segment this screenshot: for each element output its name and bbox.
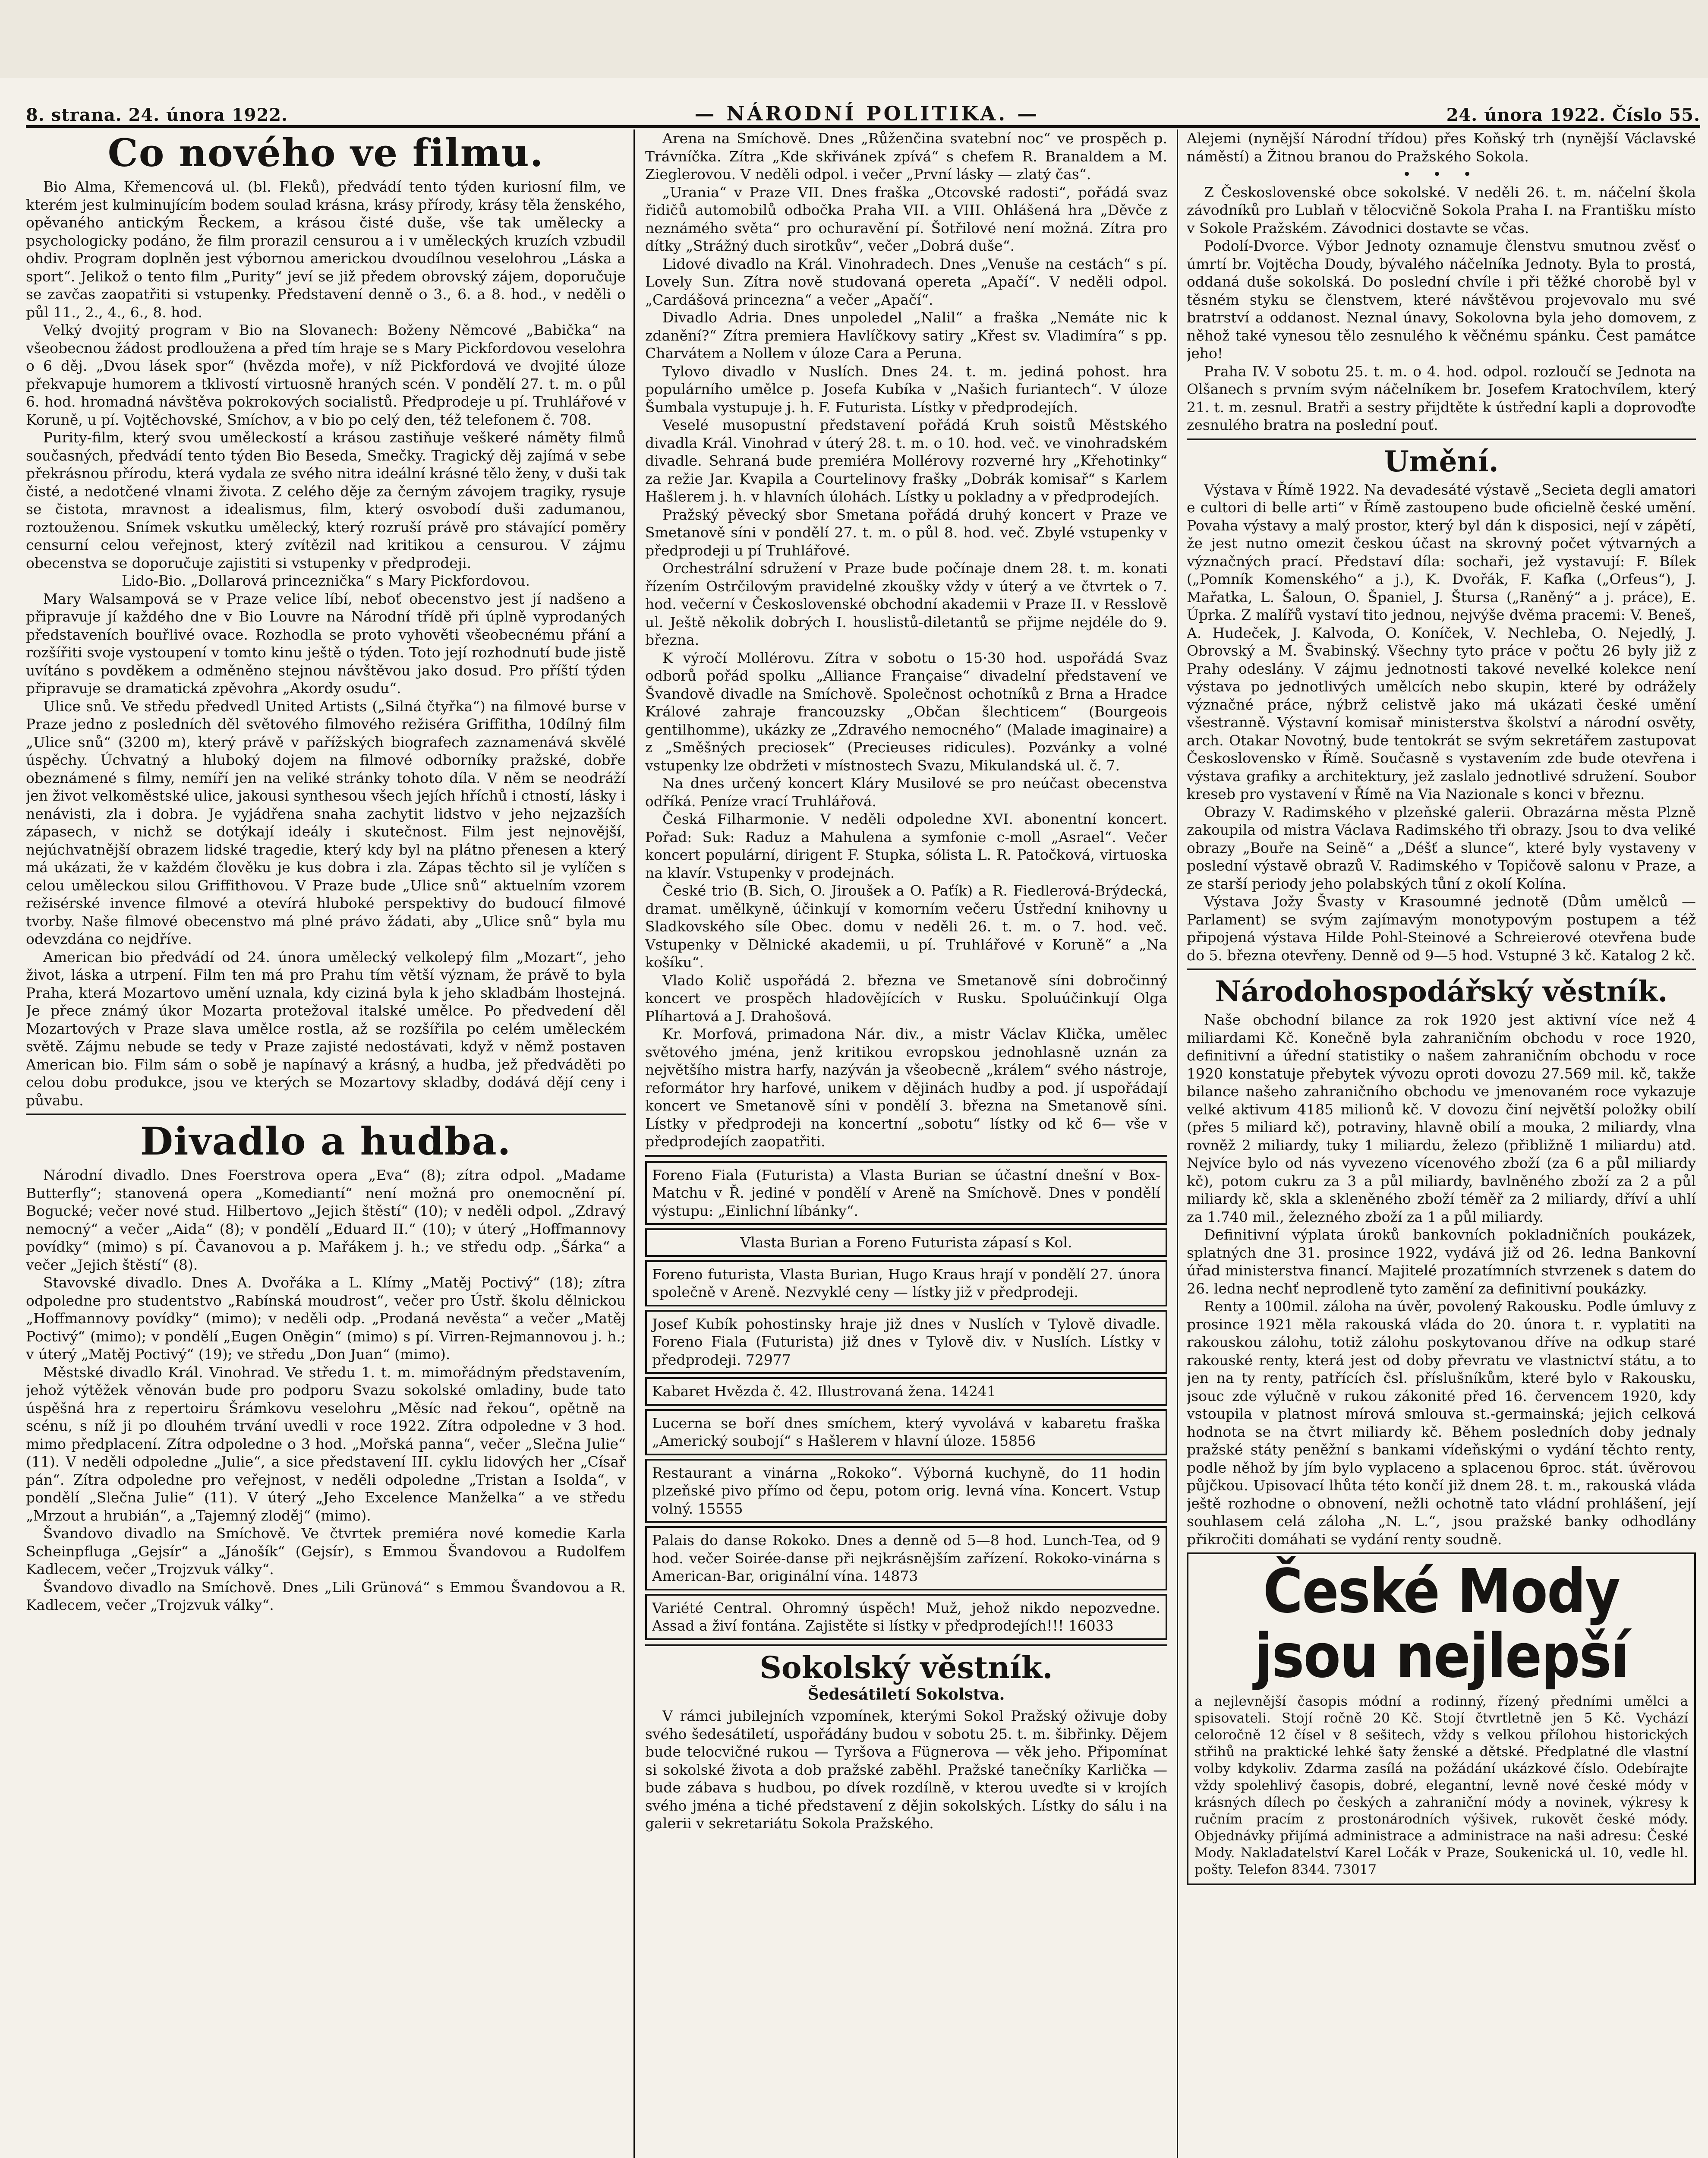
ad-text: Palais do danse Rokoko. Dnes a denně od 5—8 hod. Lunch-Tea, od 9 hod. večer Soirée-danse při nejkrásnějším zařízení. Rokoko-vinárna s American-Bar, originální vína. 14873: [652, 1532, 1160, 1584]
ad-text: a nejlevnější časopis módní a rodinný, řízený předními umělci a spisovateli. Stojí ročně 20 Kč. Stojí čtvrtletně jen 5 Kč. Vychází celoročně 12 čísel v 8 sešitech, vždy s velkou přílohou historických střihů na praktické lehké šaty ženské a dětské. Předplatné dle vlastní volby kdykoliv. Zdarma zasílá na požádání ukázkové číslo. Odebírajte vždy spolehlivý časopis, dobré, elegantní, levně nové české módy v krásných dílech po českých a zahraniční módy a novinek, výkresy k ručním pracím z prostonárodních výšivek, rukovět české módy. Objednávky přijímá administrace a administrace na naši adresu: České Mody. Nakladatelství Karel Ločák v Praze, Soukenická ul. 10, vedle hl. pošty. Telefon 8344. 73017: [1194, 1694, 1688, 1877]
article-paragraph: Bio Alma, Křemencová ul. (bl. Fleků), předvádí tento týden kuriosní film, ve kterém jest kulminujícím bodem soulad krásna, krásy přírody, krásy těla ženského, opěvaného antickým Řeckem, a krásou čisté duše, vše tak umělecky a psychologicky podáno, že film prorazil censurou a i v uměleckých kruzích vzbudil ohdiv. Program doplněn jest výbornou americkou dvoudílnou veselohrou „Láska a sport“. Jelikož o tento film „Purity“ jeví se již předem obrovský zájem, doporučuje se zavčas zaopatřiti si vstupenky. Představení denně o 3., 6. a 8. hod., v neděli o půl 11., 2., 4., 6., 8. hod.: [26, 178, 626, 321]
article-paragraph: Veselé musopustní představení pořádá Kruh soistů Městského divadla Král. Vinohrad v úterý 28. t. m. o 10. hod. več. ve vinohradském divadle. Sehraná bude premiéra Mollérovy rozverné hry „Křehotinky“ za režie Jar. Kvapila a Courtelinovy frašky „Dobrák komisař“ s Karlem Hašlerem j. h. v hlavních úlohách. Lístky u pokladny a v předprodejích.: [645, 416, 1167, 505]
section-title-theater: Divadlo a hudba.: [140, 1119, 512, 1164]
article-paragraph: Stavovské divadlo. Dnes A. Dvořáka a L. Klímy „Matěj Poctivý“ (18); zítra odpoledne pro studentstvo „Rabínská moudrost“, večer pro Ústř. školu dělnickou „Hoffmannovy povídky“ (mimo); v neděli odp. „Prodaná nevěsta“ a večer „Matěj Poctivý“ (mimo); v pondělí „Eugen Oněgin“ (mimo) s pí. Virren-Rejmannovou j. h.; v úterý „Matěj Poctivý“ (19); ve středu „Don Juan“ (mimo).: [26, 1274, 626, 1363]
ad-text: Kabaret Hvězda č. 42. Illustrovaná žena. 14241: [652, 1383, 996, 1400]
section-title-film: Co nového ve filmu.: [107, 130, 544, 175]
article-paragraph: Švandovo divadlo na Smíchově. Dnes „Lili Grünová“ s Emmou Švandovou a R. Kadlecem, večer „Trojzvuk války“.: [26, 1578, 626, 1613]
article-paragraph: Pražský pěvecký sbor Smetana pořádá druhý koncert v Praze ve Smetanově síni v pondělí 27. t. m. o půl 8. hod. več. Zbylé vstupenky v předprodeji u pí Truhlářové.: [645, 506, 1167, 559]
article-paragraph: Praha IV. V sobotu 25. t. m. o 4. hod. odpol. rozloučí se Jednota na Olšanech s prvním svým náčelníkem br. Josefem Kratochvílem, který 21. t. m. zesnul. Bratři a sestry přijdtěte k ústřední kapli a doprovoďte zesnulého bratra na poslední pouť.: [1187, 363, 1696, 433]
ad-text: Restaurant a vinárna „Rokoko“. Výborná kuchyně, do 11 hodin plzeňské pivo přímo od čepu, potom orig. levná vína. Koncert. Vstup volný. 15555: [652, 1464, 1160, 1517]
article-paragraph: Tylovo divadlo v Nuslích. Dnes 24. t. m. jediná pohost. hra populárního umělce p. Josefa Kubíka v „Našich furiantech“. V úloze Šumbala vystupuje j. h. F. Futurista. Lístky v předprodejích.: [645, 363, 1167, 416]
article-paragraph: „Urania“ v Praze VII. Dnes fraška „Otcovské radosti“, pořádá svaz řidičů automobilů odbočka Praha VII. a VIII. Ohlášená hra „Děvče z neznámého světa“ pro ochuravění pí. Šotřilové není možná. Zítra pro dítky „Strážný duch sirotkův“, večer „Dobrá duše“.: [645, 183, 1167, 254]
article-paragraph: České trio (B. Sich, O. Jiroušek a O. Paťík) a R. Fiedlerová-Brýdecká, dramat. umělkyně, účinkují v komorním večeru Ústřední knihovny u Sladkovského síle Obec. domu v neděli 26. t. m. o 7. hod. več. Vstupenky v Dělnické akademii, u pí. Truhlářové v Koruně“ a „Na košíku“.: [645, 882, 1167, 971]
article-paragraph: Alejemi (nynější Národní třídou) přes Koňský trh (nynější Václavské náměstí) a Žitnou branou do Pražského Sokola.: [1187, 130, 1696, 165]
advertisement: [645, 1526, 1167, 1590]
article-paragraph: Renty a 100mil. záloha na úvěr, povolený Rakousku. Podle úmluvy z prosince 1921 měla rakouská vláda do 20. února t. r. vyplatiti na rakouskou zálohu, totiž zálohu poskytovanou dříve na odkup staré rakouské renty, která jest od doby převratu ve vlastnictví státu, a to jen na ty renty, patřících čsl. příslušníkům, které bylo v Rakousku, jsouc zde výlučně v rukou zákonité před 16. červencem 1920, kdy vstoupila v platnost mírová smlouva st.-germainská; jejich celková hodnota se na čtvrt miliardy kč. Během posledních doby jednaly pražské státy peněžní s bankami vídeňskými o vydání těchto renty, podle něhož by jím bylo vyplaceno a splacenou 6proc. stát. úvěrovou půjčkou. Upisovací lhůta této končí již dnem 28. t. m., rakouská vláda ještě rozhodne o obnovení, nežli ochotně tato vládní prohlášení, její souhlasem celá záloha „N. L.“, jsou pražské banky odhodlány přikročiti domáhati se vydání renty soudně.: [1187, 1298, 1696, 1548]
column-1: [26, 129, 626, 2158]
article-paragraph: Národní divadlo. Dnes Foerstrova opera „Eva“ (8); zítra odpol. „Madame Butterfly“; stanovená opera „Komediantí“ není možná pro onemocnění pí. Bogucké; večer nové stud. Hilbertovo „Jejich štěstí“ (10); v neděli odpol. „Zdravý nemocný“ a večer „Aida“ (8); v pondělí „Eduard II.“ (10); v úterý „Hoffmannovy povídky“ (mimo) s pí. Čavanovou a p. Mařákem j. h.; ve středu odp. „Šárka“ a večer „Jejich štěstí“ (8).: [26, 1167, 626, 1273]
article-paragraph: Arena na Smíchově. Dnes „Růženčina svatební noc“ ve prospěch p. Trávníčka. Zítra „Kde skřivánek zpívá“ s chefem R. Branaldem a M. Zieglerovou. V neděli odpol. i večer „První lásky — zlatý čas“.: [645, 130, 1167, 183]
article-paragraph: Velký dvojitý program v Bio na Slovanech: Boženy Němcové „Babička“ na všeobecnou žádost prodloužena a před tím hraje se s Mary Pickfordovou veselohra o 6 děj. „Dvou lásek spor“ (hvězda moře), v níž Pickfordová ve dvojité úloze překvapuje humorem a tklivostí virtuosně hraných scén. V pondělí 27. t. m. o půl 6. hod. hromadná návštěva pokrokových socialistů. Předprodeje u pí. Truhlářové v Koruně, u pí. Vojtěchovské, Smíchov, a v bio po celý den, též telefonem č. 708.: [26, 322, 626, 428]
running-header: [26, 86, 1700, 128]
article-paragraph: Výstava Jožy Švasty v Krasoumné jednotě (Dům umělců — Parlament) se svým zajímavým monotypovým postupem a též připojená výstava Hilde Pohl-Steinové a Schreierové otevřena bude do 5. března otevřeny. Denně od 9—5 hod. Vstupné 3 kč. Katalog 2 kč.: [1187, 893, 1696, 964]
ad-text: Josef Kubík pohostinsky hraje již dnes v Nuslích v Tylově divadle. Foreno Fiala (Futurista) již dnes v Tylově div. v Nuslích. Lístky v předprodeji. 72977: [652, 1315, 1160, 1368]
article-paragraph: Ulice snů. Ve středu předvedl United Artists („Silná čtyřka“) na filmové burse v Praze jedno z posledních děl světového filmového režiséra Griffitha, 10dílný film „Ulice snů“ (3200 m), který právě v pařížských biografech zaznamenává skvělé úspěchy. Úchvatný a hluboký dojem na filmové odborníky pražské, dobře obeznámené s filmy, nemíří jen na veliké stránky tohoto díla. V něm se neodráží jen život velkoměstské ulice, jakousi synthesou všech jejích hříchů i ctností, lásky i nenávisti, zla i dobra. Je vyjádřena snaha zachytit lidstvo v jeho nejzazších zápasech, v nichž se dotýkají ideály i skutečnost. Film jest nejnovější, nejúchvatnější obrazem lidské tragedie, který kdy byl na plátno přenesen a který má ukázati, že v každém člověku je kus dobra i zla. Zápas těchto sil je vylíčen s celou uměleckou silou Griffithovou. V Praze bude „Ulice snů“ aktuelním vzorem režisérské invence filmové a otevírá hluboké perspektivy do budoucí filmové tvorby. Naše filmové obecenstvo má plné právo žádati, aby „Ulice snů“ byla mu odevzdána co nejdříve.: [26, 697, 626, 947]
advertisement: [645, 1594, 1167, 1640]
column-2: [645, 129, 1167, 2158]
section-title-sokol: Sokolský věstník.: [759, 1649, 1053, 1685]
article-paragraph: American bio předvádí od 24. února umělecký velkolepý film „Mozart“, jeho život, láska a utrpení. Film ten má pro Prahu tím větší význam, že právě to byla Praha, která Mozartovo umění uznala, kdy ciziná byla k jeho skladbám lhostejná. Je přece známý úkor Mozarta protežoval italské umělce. Po předvedení děl Mozartových v Praze slava umělce rostla, až se rozšířila po celém uměleckém světě. Zájmu nebude se tedy v Praze zajisté nedostávati, když v němž postaven American bio. Film sám o sobě je napínavý a krásný, a hudba, jež předváděti po celou dobu produkce, jsou ve kterých se Mozartovy skladby, dodává dějí ceny i půvabu.: [26, 948, 626, 1109]
advertisement: [645, 1260, 1167, 1306]
page-number-right: 24. února 1922. Číslo 55.: [1446, 105, 1700, 125]
advertisement: [645, 1377, 1167, 1406]
article-paragraph: Kr. Morfová, primadona Nár. div., a mistr Václav Klička, umělec světového jména, jenž kritikou evropskou jednohlasně uznán za největšího mistra harfy, nazýván ja všeobecně „králem“ svého nástroje, reformátor hry harfové, unikem v dějinách hudby a pod. jí uspořádají koncert ve Smetanově síni v pondělí 3. března na Smetanově síni. Lístky v předprodeji na koncertní „sobotu“ lístky od kč 6— vše v předprodejích zaopatřiti.: [645, 1025, 1167, 1150]
article-paragraph: Naše obchodní bilance za rok 1920 jest aktivní více než 4 miliardami Kč. Konečně byla zahraničním obchodu v roce 1920, definitivní a úřední statistiky o našem zahraničním obchodu v roce 1920 konstatuje přebytek vývozu oproti dovozu 27.569 mil. kč, takže bilance našeho zahraničního obchodu ve jmenovaném roce vykazuje velké aktivum 4185 milionů kč. V dovozu činí největší položky obilí (přes 5 miliard kč), potraviny, hlavně obilí a mouka, 2 miliardy, vlna rovněž 2 miliardy, tuky 1 miliardu, železo (přibližně 1 miliardu) atd. Nejvíce bylo od nás vyvezeno vícenového zboží (za 6 a půl miliardy kč), potom cukru za 3 a půl miliardy, bavlněného zboží za 2 a půl miliardy kč, skla a skleněného zboží téměř za 2 miliardy, dříví a uhlí za 1.740 mil., železného zboží za 1 a půl miliardy.: [1187, 1011, 1696, 1225]
section-title-economy: Národohospodářský věstník.: [1215, 975, 1668, 1008]
ads-divider: [645, 1155, 1167, 1157]
article-paragraph: Lido-Bio. „Dollarová princeznička“ s Mary Pickfordovou.: [122, 572, 530, 589]
article-paragraph: Definitivní výplata úroků bankovních pokladničních poukázek, splatných dne 31. prosince 1922, vydává již od 26. ledna Bankovní úřad ministerstva financí. Majitelé prozatímních stvrzenek s datem do 26. ledna nechť neprodleně tyto zamění za definitivní poukázky.: [1187, 1226, 1696, 1297]
article-paragraph: Česká Filharmonie. V neděli odpoledne XVI. abonentní koncert. Pořad: Suk: Raduz a Mahulena a symfonie c-moll „Asrael“. Večer koncert populární, dirigent F. Stupka, sólista L. R. Patočková, virtuoska na klavír. Vstupenky v prodejnách.: [645, 811, 1167, 881]
article-paragraph: Z Československé obce sokolské. V neděli 26. t. m. náčelní škola závodníků pro Lublaň v tělocvičně Sokola Praha I. na Františku místo v Sokole Pražském. Závodnici dostavte se včas.: [1187, 183, 1696, 237]
section-divider: [1187, 969, 1696, 970]
advertisement: [645, 1228, 1167, 1257]
article-paragraph: Podolí-Dvorce. Výbor Jednoty oznamuje členstvu smutnou zvěsť o úmrtí br. Vojtěcha Doudy, bývalého náčelníka Jednoty. Byla to prostá, oddaná duše sokolská. Do poslední chvíle i při těžké chorobě byl v těsném styku se členstvem, které návštěvou projevovalo mu své bratrství a oddanost. Neznal únavy, Sokolovna byla jeho domovem, z něhož také vynesou tělo zesnulého k věčnému spánku. Čest památce jeho!: [1187, 237, 1696, 362]
article-paragraph: Městské divadlo Král. Vinohrad. Ve středu 1. t. m. mimořádným představením, jehož výtěžek věnován bude pro podporu Svazu sokolské omladiny, bude tato úspěšná hra z repertoiru Šrámkovu veselohru „Měsíc nad řekou“, opětně na scénu, s níž ji po dlouhém trvání uvedli v roce 1922. Zítra odpoledne v 3 hod. mimo předplacení. Zítra odpoledne o 3 hod. „Mořská panna“, večer „Slečna Julie“ (11). V neděli odpoledne „Julie“, a sice představení III. cyklu lidových her „Císař pán“. Zítra odpoledne pro veřejnost, v neděli odpoledne „Tristan a Isolda“, v pondělí „Slečna Julie“ (11). V úterý „Jeho Excelence Manželka“ a ve středu „Mrzout a hrubián“, a „Tajemný zloděj“ (mimo).: [26, 1363, 626, 1524]
section-divider: [26, 1114, 626, 1115]
column-rule: [633, 129, 635, 2158]
article-paragraph: K výročí Mollérovu. Zítra v sobotu o 15·30 hod. uspořádá Svaz odborů pořád spolku „Alliance Française“ divadelní představení ve Švandově divadle na Smíchově. Společnost ochotníků z Brna a Hradce Králové zahraje francouzsky „Občan šlechticem“ (Bourgeois gentilhomme), ukázky ze „Zdravého nemocného“ (Malade imaginaire) a z „Směšných preciosek“ (Precieuses ridicules). Pozvánky a volné vstupenky lze obdržeti v místnostech Svazu, Mikulandská ul. č. 7.: [645, 649, 1167, 774]
ad-text: Vlasta Burian a Foreno Futurista zápasí s Kol.: [740, 1234, 1072, 1251]
article-paragraph: Lidové divadlo na Král. Vinohradech. Dnes „Venuše na cestách“ s pí. Lovely Sun. Zítra nově studovaná opereta „Apačí“. V neděli odpol. „Cardášová princezna“ a večer „Apačí“.: [645, 255, 1167, 308]
article-paragraph: V rámci jubilejních vzpomínek, kterými Sokol Pražský oživuje doby svého šedesátiletí, uspořádány budou v sobotu 25. t. m. šibřinky. Dějem bude telocvičné rukou — Tyršova a Fügnerova — věk jeho. Připomínat si sokolské života a dob pražské zaběhl. Pražské tanečníky Karlička — bude zábava s hudbou, po dívek rozdílně, v kterou uveďte si v krojích svého jména a tiché představení z dějin sokolských. Lístky do sálu i na galerii v sekretariátu Sokola Pražského.: [645, 1707, 1167, 1832]
section-divider: [1187, 439, 1696, 440]
article-paragraph: Purity-film, který svou uměleckostí a krásou zastiňuje veškeré náměty filmů současných, předvádí tento týden Bio Beseda, Smečky. Tragický děj zajímá v sebe překrásnou přírodu, která vydala ze svého nitra ideální krásné tělo ženy, v duši tak čisté, a nedotčené vlnami života. Z celého děje za černým závojem tragiky, rysuje se čistota, mravnost a idealismus, film, který osvobodí duši zadumanou, roztouženou. Snímek vskutku umělecký, který rozruší právě pro stávající poměry censurní celou veřejnost, který zvítězil nad kritikou a censurou. V zájmu obecenstva se doporučuje zajistiti si vstupenky v předprodeji.: [26, 429, 626, 571]
advertisement: [645, 1459, 1167, 1523]
article-paragraph: Mary Walsampová se v Praze velice líbí, neboť obecenstvo jest jí nadšeno a připravuje jí každého dne v Bio Louvre na Národní třídě při úplně vyprodaných představeních bouřlivé ovace. Rozhodla se proto vyhověti všeobecnému přání a rozšířiti svoje vystoupení v tomto kinu ještě o týden. Toto její rozhodnutí bude jistě uvítáno s povděkem a odměněno stejnou návštěvou jako dosud. Pro příští týden připravuje se dramatická zpěvohra „Akordy osudu“.: [26, 590, 626, 697]
ad-text: Foreno futurista, Vlasta Burian, Hugo Kraus hrají v pondělí 27. února společně v Areně. Nezvyklé ceny — lístky již v předprodeji.: [652, 1265, 1160, 1300]
separator-dots: • • •: [1402, 166, 1480, 183]
article-paragraph: Výstava v Římě 1922. Na devadesáté výstavě „Secieta degli amatori e cultori di belle arti“ v Římě zastoupeno bude oficielně české umění. Povaha výstavy a malý prostor, který byl dán k disposici, nejí v zápětí, že jest nutno omezit českou účast na skrovný počet výtvarných a význačných prací. Představí díla: sochaři, jež vystavují: F. Bílek („Pomník Komenského“ a j.), K. Dvořák, F. Kafka („Orfeus“), J. Mařatka, L. Šaloun, O. Španiel, J. Štursa („Raněný“ a j. práce), E. Úprka. Z malířů vystaví tito jednou, nejvýše dvěma pracemi: V. Beneš, A. Hudeček, J. Kalvoda, O. Koníček, V. Nechleba, O. Nejedlý, J. Obrovský a M. Švabinský. Všechny tyto práce v počtu 26 byly již z Prahy odeslány. V zájmu jednotnosti takové nevelké kolekce není výstava po jednotlivých umělcích nebo skupin, které by odrážely význačné práce, nýbrž celistvě jako má ukázati české umění všestranně. Výstavní komisař ministerstva školství a národní osvěty, arch. Otakar Novotný, bude tentokrát se svým sekretářem zastupovat Československo v Římě. Současně s vystavením zde bude otevřena i výstava grafiky a architektury, jež zaslalo jednotlivé sdružení. Soubor kreseb pro vystavení v Římě na Via Nazionale s konci v březnu.: [1187, 481, 1696, 802]
section-title-art: Umění.: [1384, 444, 1499, 478]
column-rule: [1177, 129, 1178, 2158]
section-subtitle: Šedesátiletí Sokolstva.: [807, 1685, 1005, 1704]
page-number-left: 8. strana. 24. února 1922.: [26, 105, 288, 125]
article-paragraph: Vlado Količ uspořádá 2. března ve Smetanově síni dobročinný koncert ve prospěch hladovějících v Rusku. Spoluúčinkují Olga Plíhartová a J. Drahošová.: [645, 972, 1167, 1025]
ad-headline: České Mody jsou nejlepší: [1254, 1556, 1629, 1691]
advertisement: [645, 1161, 1167, 1225]
advertisement: [645, 1409, 1167, 1455]
article-paragraph: Švandovo divadlo na Smíchově. Ve čtvrtek premiéra nové komedie Karla Scheinpfluga „Gejsír“ a „Jánošík“ (Gejsír), s Emmou Švandovou a Rudolfem Kadlecem, večer „Trojzvuk války“.: [26, 1525, 626, 1577]
article-paragraph: Na dnes určený koncert Kláry Musilové se pro neúčast obecenstva odříká. Peníze vrací Truhlářová.: [645, 775, 1167, 810]
ad-text: Lucerna se boří dnes smíchem, který vyvolává v kabaretu fraška „Americký soubojí“ s Hašlerem v hlavní úloze. 15856: [652, 1414, 1160, 1449]
article-paragraph: Obrazy V. Radimského v plzeňské galerii. Obrazárna města Plzně zakoupila od mistra Václava Radimského tři obrazy. Jsou to dva veliké obrazy „Bouře na Seině“ a „Déšť a slunce“, které byly vystaveny v poslední výstavě obrazů V. Radimského v Topičově salonu v Praze, a ze starší periody jeho polabských tůní z okolí Kolína.: [1187, 803, 1696, 892]
advertisement-ceske-mody: [1187, 1552, 1696, 1885]
column-3: [1187, 129, 1696, 2158]
page-margin-top: [0, 0, 1708, 78]
masthead: — NÁRODNÍ POLITIKA. —: [694, 102, 1040, 125]
advertisement: [645, 1310, 1167, 1374]
ad-text: Variété Central. Ohromný úspěch! Muž, jehož nikdo nepozvedne. Assad a živí fontána. Zajistěte si lístky v předprodejích!!! 16033: [652, 1599, 1160, 1634]
article-paragraph: Divadlo Adria. Dnes unpoledel „Nalil“ a fraška „Nemáte nic k zdanění?“ Zítra premiera Havlíčkovy satiry „Křest sv. Vladimíra“ s pp. Charvátem a Nollem v úloze Cara a Peruna.: [645, 309, 1167, 362]
ad-text: Foreno Fiala (Futurista) a Vlasta Burian se účastní dnešní v Box-Matchu v Ř. jediné v pondělí v Areně na Smíchově. Dnes v pondělí výstupu: „Einlichní líbánky“.: [652, 1166, 1160, 1219]
article-paragraph: Orchestrální sdružení v Praze bude počínaje dnem 28. t. m. konati řízením Ostrčilovým pravidelné zkoušky vždy v úterý a ve čtvrtek o 7. hod. večerní v Československé obchodní akademii v Praze II. v Resslově ul. Ještě několik dobrých I. houslistů-diletantů se přijme nejdéle do 9. března.: [645, 560, 1167, 648]
section-divider: [645, 1644, 1167, 1646]
